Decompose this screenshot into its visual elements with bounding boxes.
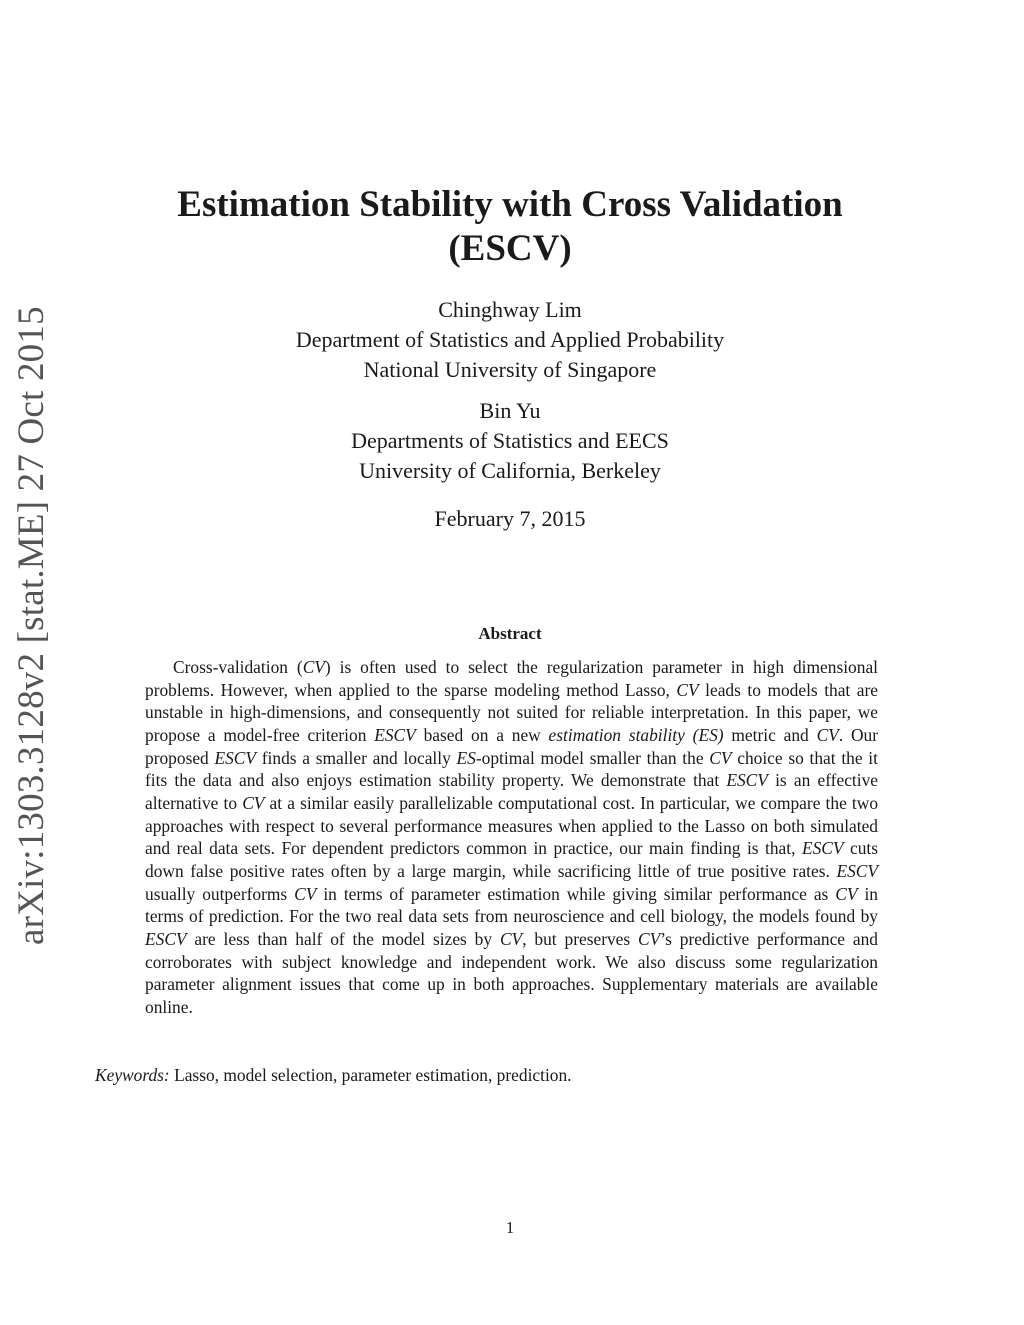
keywords-text: Lasso, model selection, parameter estimation, prediction. (174, 1065, 572, 1085)
abstract-text-run: Cross-validation ( (173, 657, 303, 677)
abstract-italic-term: ESCV (145, 928, 187, 949)
abstract-text-run: in terms of parameter estimation while giving similar performance as (316, 883, 836, 904)
abstract-text-run: are less than half of the model sizes by (186, 928, 500, 949)
abstract-text-run: . Our proposed (145, 724, 879, 768)
abstract-italic-term: CV (638, 928, 661, 949)
abstract-italic-term: CV (499, 928, 523, 949)
abstract-text-run: usually outperforms (145, 883, 295, 904)
abstract-text-run: is an effective alternative to (145, 770, 878, 813)
abstract-text-run: cuts down false positive rates often by a large margin, while sacrificing little of true positive rates. (145, 838, 878, 881)
abstract-italic-term: ESCV (801, 838, 844, 859)
abstract-heading: Abstract (478, 624, 542, 643)
abstract-italic-term: CV (242, 792, 265, 813)
keywords-label: Keywords: (95, 1065, 170, 1085)
abstract-italic-term: CV (816, 724, 839, 745)
abstract-italic-term: CV (302, 657, 325, 677)
abstract-text-run: , but preserves (522, 928, 639, 949)
abstract-italic-term: CV (709, 747, 732, 768)
abstract-italic-term: ES (456, 747, 476, 768)
author-affiliation-department: Department of Statistics and Applied Probability (295, 327, 725, 352)
paper-title-line-2: (ESCV) (448, 228, 572, 269)
abstract-text-run: in terms of prediction. For the two real data sets from neuroscience and cell biology, the models found by (145, 883, 879, 927)
abstract-text-run: ’s predictive performance and corroborates with subject knowledge and independent work. We also discuss some regularization parameter alignment issues that come up in both approaches. Supplementary materials are available online. (145, 928, 878, 1017)
abstract-text-run: leads to models that are unstable in high-dimensions, and consequently not suited for reliable interpretation. In this paper, we propose a model-free criterion (145, 679, 879, 745)
author-name: Bin Yu (479, 398, 541, 423)
arxiv-identifier-stamp: arXiv:1303.3128v2 [stat.ME] 27 Oct 2015 (11, 306, 52, 945)
author-block-2 (130, 396, 890, 486)
publication-date: February 7, 2015 (434, 506, 586, 531)
paper-title (130, 183, 890, 271)
page-number: 1 (505, 1218, 515, 1237)
abstract-text-run: metric and (723, 724, 817, 745)
abstract-italic-term: ESCV (836, 860, 878, 881)
abstract-italic-term: CV (294, 883, 317, 904)
abstract-text-run: ) is often used to select the regularization parameter in high dimensional problems. However, when applied to the sparse modeling method Lasso, (145, 657, 878, 700)
abstract-italic-term: estimation stability (ES) (548, 724, 724, 745)
abstract-italic-term: ESCV (214, 747, 257, 768)
abstract-italic-term: CV (835, 883, 858, 904)
abstract-body (145, 656, 878, 1019)
paper-title-line-1: Estimation Stability with Cross Validation (177, 184, 843, 225)
abstract-text-run: finds a smaller and locally (256, 747, 457, 768)
author-affiliation-institution: National University of Singapore (363, 357, 657, 382)
keywords-line (95, 1063, 925, 1087)
abstract-text-run: -optimal model smaller than the (475, 747, 710, 768)
abstract-italic-term: ESCV (726, 770, 768, 791)
abstract-italic-term: CV (676, 679, 699, 700)
author-block-1 (130, 295, 890, 385)
author-affiliation-institution: University of California, Berkeley (359, 458, 661, 483)
abstract-text-run: at a similar easily parallelizable computational cost. In particular, we compare the two approaches with respect to several performance measures when applied to the Lasso on both simulated and real data sets. For dependent predictors common in practice, our main finding is that, (145, 792, 879, 859)
author-affiliation-department: Departments of Statistics and EECS (351, 428, 669, 453)
author-name: Chinghway Lim (438, 297, 582, 322)
abstract-text-run: choice so that the it fits the data and also enjoys estimation stability property. We demonstrate that (145, 747, 878, 791)
abstract-italic-term: ESCV (374, 724, 416, 745)
abstract-text-run: based on a new (415, 724, 549, 745)
